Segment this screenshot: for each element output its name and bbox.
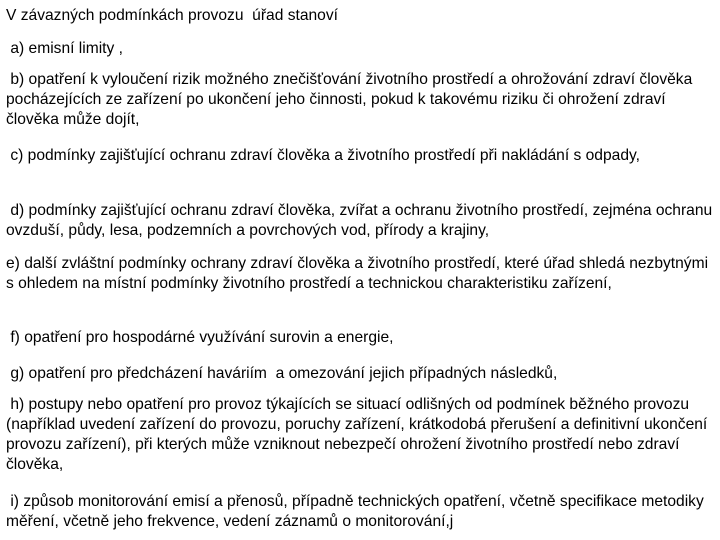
item-b-risk-measures: b) opatření k vyloučení rizik možného znečišťování životního prostředí a ohrožování zdraví člověka pocházejících ze zařízení po ukončení jeho činnosti, pokud k takovému riziku či ohrožení zdraví člověka může dojít,	[6, 71, 697, 128]
document-heading: V závazných podmínkách provozu úřad stanoví	[6, 7, 338, 24]
item-c-waste-conditions: c) podmínky zajišťující ochranu zdraví člověka a životního prostředí při nakládání s odpady,	[6, 147, 640, 164]
item-h-non-standard-operation: h) postupy nebo opatření pro provoz týkajících se situací odlišných od podmínek běžného provozu (například uvedení zařízení do provozu, poruchy zařízení, krátkodobá přerušení a definitivní ukončení provozu zařízení), při kterých může vzniknout nebezpečí ohrožení životního prostředí nebo zdraví člověka,	[6, 396, 712, 473]
item-g-accident-prevention: g) opatření pro předcházení haváriím a omezování jejich případných následků,	[6, 365, 558, 382]
item-d-protection-conditions: d) podmínky zajišťující ochranu zdraví člověka, zvířat a ochranu životního prostředí, zejména ochranu ovzduší, půdy, lesa, podzemních a povrchových vod, přírody a krajiny,	[6, 202, 717, 239]
item-f-resource-efficiency: f) opatření pro hospodárné využívání surovin a energie,	[6, 329, 394, 346]
item-i-monitoring: i) způsob monitorování emisí a přenosů, případně technických opatření, včetně specifikace metodiky měření, včetně jeho frekvence, vedení záznamů o monitorování,j	[6, 493, 709, 530]
item-e-special-conditions: e) další zvláštní podmínky ochrany zdraví člověka a životního prostředí, které úřad shledá nezbytnými s ohledem na místní podmínky životního prostředí a technickou charakteristiku zařízení,	[6, 255, 713, 292]
item-a-emission-limits: a) emisní limity ,	[6, 40, 123, 57]
